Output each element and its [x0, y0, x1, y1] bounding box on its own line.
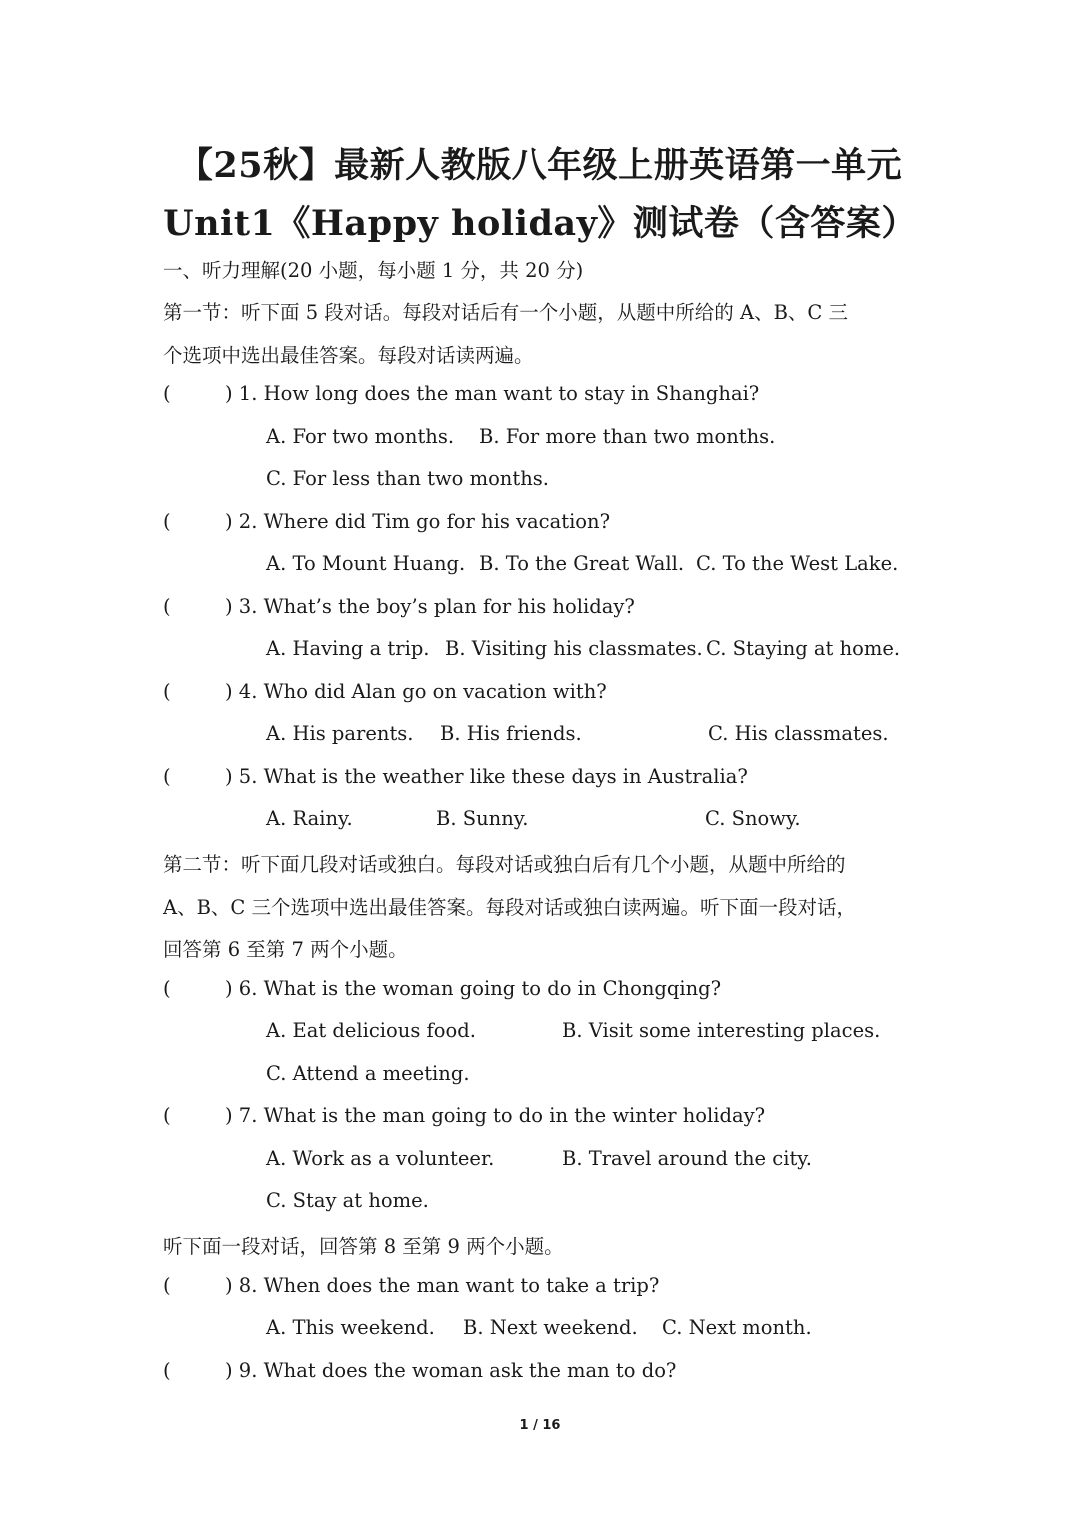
part2-instruction-line-1: 第二节：听下面几段对话或独白。每段对话或独白后有几个小题，从题中所给的: [163, 853, 846, 876]
option-b: B. Visit some interesting places.: [562, 1019, 881, 1042]
option-c: C. Stay at home.: [266, 1189, 429, 1212]
question-text: ) 5. What is the weather like these days in Australia?: [225, 765, 748, 788]
question-text: ) 3. What’s the boy’s plan for his holiday?: [225, 595, 635, 618]
question-text: ) 9. What does the woman ask the man to do?: [225, 1359, 677, 1382]
part1-instruction-line-1: 第一节：听下面 5 段对话。每段对话后有一个小题，从题中所给的 A、B、C 三: [163, 301, 849, 324]
answer-blank: (: [163, 765, 171, 788]
question-1: [163, 382, 759, 405]
option-a: A. Having a trip.: [266, 637, 430, 660]
option-a: A. Eat delicious food.: [266, 1019, 476, 1042]
answer-blank: (: [163, 510, 171, 533]
question-5: [163, 765, 748, 788]
option-a: A. For two months.: [266, 425, 455, 448]
question-text: ) 6. What is the woman going to do in Chongqing?: [225, 977, 722, 1000]
question-text: ) 4. Who did Alan go on vacation with?: [225, 680, 607, 703]
question-9: [163, 1359, 676, 1382]
option-c: C. Snowy.: [705, 807, 801, 830]
answer-blank: (: [163, 977, 171, 1000]
option-b: B. Sunny.: [436, 807, 529, 830]
question-3: [163, 595, 635, 618]
question-text: ) 1. How long does the man want to stay in Shanghai?: [225, 382, 760, 405]
option-c: C. His classmates.: [708, 722, 889, 745]
part2-instruction-line-4: 听下面一段对话，回答第 8 至第 9 两个小题。: [163, 1235, 564, 1258]
option-a: A. Work as a volunteer.: [266, 1147, 495, 1170]
question-6: [163, 977, 721, 1000]
option-b: B. Visiting his classmates.: [445, 637, 703, 660]
question-text: ) 8. When does the man want to take a trip?: [225, 1274, 660, 1297]
option-a: A. This weekend.: [266, 1316, 435, 1339]
option-b: B. Next weekend.: [463, 1316, 638, 1339]
option-a: A. His parents.: [266, 722, 414, 745]
option-a: A. To Mount Huang.: [266, 552, 466, 575]
option-c: C. Staying at home.: [706, 637, 901, 660]
question-4: [163, 680, 607, 703]
title-line-2: Unit1《Happy holiday》测试卷（含答案）: [163, 203, 917, 244]
part1-instruction-line-2: 个选项中选出最佳答案。每段对话读两遍。: [163, 344, 534, 367]
answer-blank: (: [163, 680, 171, 703]
part2-instruction-line-2: A、B、C 三个选项中选出最佳答案。每段对话或独白读两遍。听下面一段对话，: [163, 896, 857, 919]
part2-instruction-line-3: 回答第 6 至第 7 两个小题。: [163, 938, 408, 961]
title-line-1: 【25秋】最新人教版八年级上册英语第一单元: [177, 145, 903, 186]
answer-blank: (: [163, 595, 171, 618]
answer-blank: (: [163, 1104, 171, 1127]
answer-blank: (: [163, 1359, 171, 1382]
section-heading: 一、听力理解(20 小题，每小题 1 分，共 20 分): [163, 259, 584, 282]
question-text: ) 2. Where did Tim go for his vacation?: [225, 510, 611, 533]
question-7: [163, 1104, 765, 1127]
option-c: C. Next month.: [662, 1316, 812, 1339]
option-b: B. His friends.: [440, 722, 582, 745]
question-2: [163, 510, 610, 533]
page-number: 1 / 16: [519, 1418, 561, 1433]
option-c: C. To the West Lake.: [696, 552, 899, 575]
option-a: A. Rainy.: [266, 807, 353, 830]
option-b: B. To the Great Wall.: [479, 552, 685, 575]
option-b: B. For more than two months.: [479, 425, 776, 448]
answer-blank: (: [163, 1274, 171, 1297]
question-8: [163, 1274, 659, 1297]
option-c: C. Attend a meeting.: [266, 1062, 470, 1085]
answer-blank: (: [163, 382, 171, 405]
option-b: B. Travel around the city.: [562, 1147, 812, 1170]
question-text: ) 7. What is the man going to do in the winter holiday?: [225, 1104, 766, 1127]
option-c: C. For less than two months.: [266, 467, 549, 490]
